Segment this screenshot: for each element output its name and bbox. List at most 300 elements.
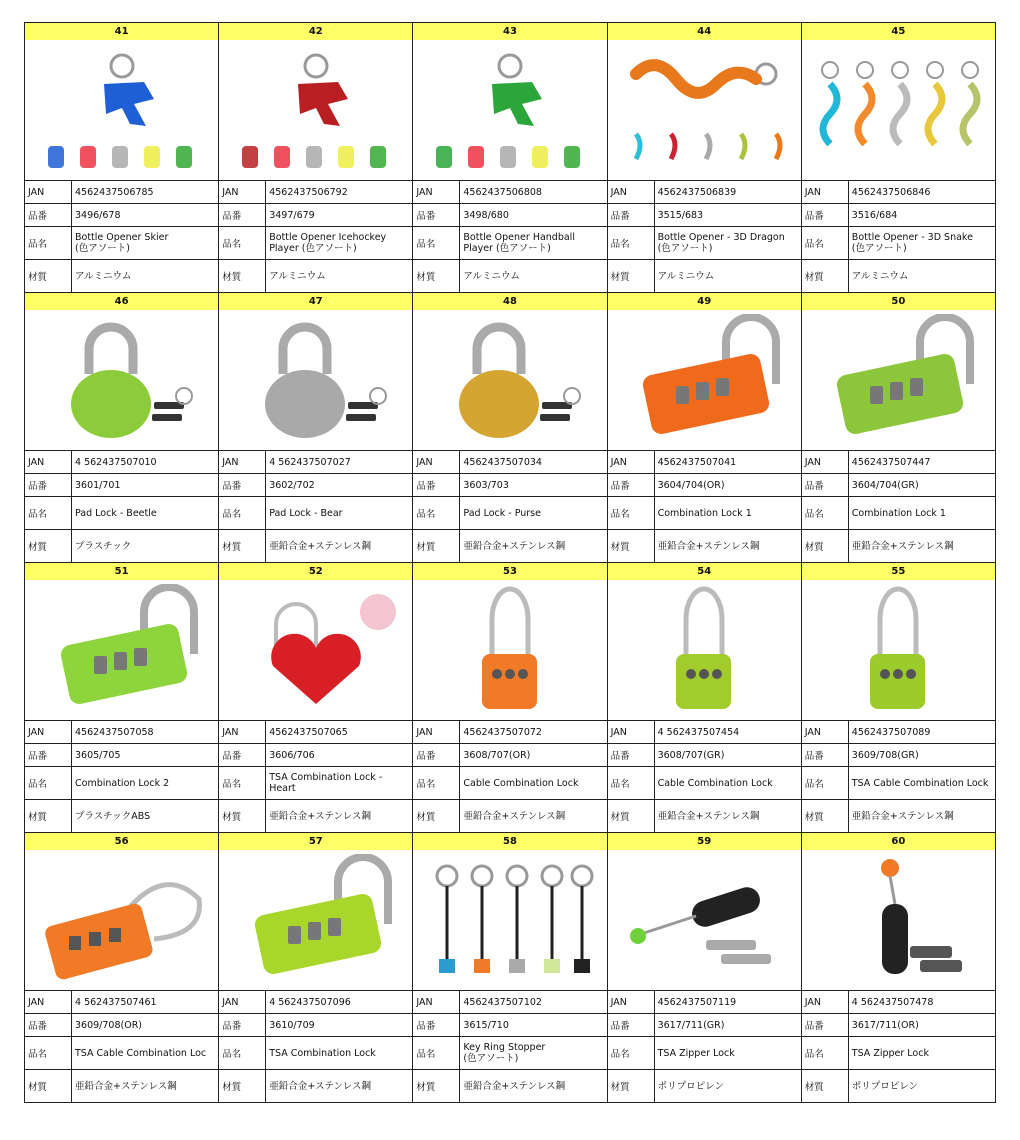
name-value: TSA Zipper Lock: [851, 1047, 929, 1059]
name-value: Pad Lock - Purse: [463, 507, 541, 519]
jan-label: JAN: [413, 991, 460, 1013]
name-row: [608, 226, 801, 259]
code-label: 品番: [25, 474, 72, 496]
name-label: 品名: [413, 767, 460, 799]
code-value: 3604/704(GR): [851, 479, 919, 491]
jan-label: JAN: [608, 721, 655, 743]
skier-bottle-opener-icon: [34, 44, 210, 176]
material-row: [25, 799, 218, 832]
jan-value: 4 562437507454: [657, 726, 740, 738]
combination-lock-orange-icon: [616, 314, 792, 446]
material-value: 亜鉛合金+ステンレス鋼: [269, 540, 371, 552]
code-row: [802, 203, 995, 226]
product-number: 51: [25, 563, 218, 580]
product-number: 48: [413, 293, 606, 310]
product-image: [219, 310, 412, 450]
code-label: 品番: [25, 1014, 72, 1036]
code-row: [413, 743, 606, 766]
code-value: 3498/680: [463, 209, 509, 221]
jan-label: JAN: [608, 991, 655, 1013]
product-image: [219, 850, 412, 990]
material-value: アルミニウム: [851, 270, 909, 282]
material-label: 材質: [802, 1070, 849, 1102]
jan-value: 4562437507072: [463, 726, 542, 738]
name-value: Pad Lock - Beetle: [75, 507, 157, 519]
material-label: 材質: [413, 800, 460, 832]
material-value: 亜鉛合金+ステンレス鋼: [463, 810, 566, 822]
code-label: 品番: [219, 744, 266, 766]
product-number: 55: [802, 563, 995, 580]
code-value: 3608/707(OR): [463, 749, 531, 761]
code-label: 品番: [25, 204, 72, 226]
jan-label: JAN: [802, 451, 849, 473]
jan-row: [802, 990, 995, 1013]
code-value: 3617/711(OR): [851, 1019, 919, 1031]
material-row: [219, 259, 412, 292]
product-image: [413, 40, 606, 180]
material-label: 材質: [413, 530, 460, 562]
code-row: [802, 743, 995, 766]
tsa-cable-lock-green-icon: [810, 584, 986, 716]
name-label: 品名: [413, 227, 460, 259]
material-value: 亜鉛合金+ステンレス鋼: [463, 1080, 566, 1092]
product-image: [25, 310, 218, 450]
jan-label: JAN: [219, 181, 266, 203]
product-number: 56: [25, 833, 218, 850]
jan-row: [25, 720, 218, 743]
product-image: [25, 850, 218, 990]
jan-value: 4562437506846: [851, 186, 931, 198]
cable-lock-green-icon: [616, 584, 792, 716]
product-number: 50: [802, 293, 995, 310]
product-number: 57: [219, 833, 412, 850]
name-value: TSA Cable Combination Loc: [75, 1047, 207, 1059]
product-image: [25, 40, 218, 180]
jan-value: 4 562437507010: [75, 456, 157, 468]
product-card: [608, 23, 802, 293]
product-image: [802, 40, 995, 180]
jan-label: JAN: [413, 451, 460, 473]
name-row: [802, 226, 995, 259]
jan-row: [25, 450, 218, 473]
code-row: [25, 743, 218, 766]
product-number: 46: [25, 293, 218, 310]
code-value: 3606/706: [269, 749, 315, 761]
material-row: [219, 529, 412, 562]
name-label: 品名: [608, 227, 655, 259]
code-row: [413, 203, 606, 226]
material-value: 亜鉛合金+ステンレス鋼: [269, 810, 371, 822]
material-row: [219, 1069, 412, 1102]
product-card: [413, 833, 607, 1103]
product-image: [413, 580, 606, 720]
code-value: 3610/709: [269, 1019, 315, 1031]
code-label: 品番: [413, 1014, 460, 1036]
code-label: 品番: [608, 744, 655, 766]
name-label: 品名: [608, 767, 655, 799]
jan-label: JAN: [413, 721, 460, 743]
product-number: 45: [802, 23, 995, 40]
heart-tsa-lock-icon: [228, 584, 404, 716]
material-value: アルミニウム: [657, 270, 715, 282]
name-value: TSA Cable Combination Lock: [851, 777, 989, 789]
code-value: 3605/705: [75, 749, 121, 761]
product-card: [802, 23, 996, 293]
code-value: 3515/683: [657, 209, 704, 221]
product-sheet: [24, 22, 996, 1103]
material-label: 材質: [25, 1070, 72, 1102]
jan-row: [413, 990, 606, 1013]
name-row: [219, 1036, 412, 1069]
material-label: 材質: [608, 260, 655, 292]
material-label: 材質: [219, 800, 266, 832]
jan-value: 4562437507447: [851, 456, 931, 468]
product-row-block: [24, 22, 996, 293]
material-value: ポリプロピレン: [657, 1080, 724, 1092]
code-value: 3602/702: [269, 479, 315, 491]
name-label: 品名: [608, 1037, 655, 1069]
product-card: [25, 293, 219, 563]
code-value: 3603/703: [463, 479, 509, 491]
material-value: 亜鉛合金+ステンレス鋼: [657, 540, 760, 552]
jan-value: 4562437507119: [657, 996, 737, 1008]
jan-value: 4562437506785: [75, 186, 154, 198]
material-value: 亜鉛合金+ステンレス鋼: [269, 1080, 371, 1092]
name-label: 品名: [25, 767, 72, 799]
jan-row: [25, 990, 218, 1013]
material-row: [219, 799, 412, 832]
code-label: 品番: [802, 204, 849, 226]
name-label: 品名: [219, 767, 266, 799]
jan-value: 4562437507058: [75, 726, 154, 738]
material-label: 材質: [802, 800, 849, 832]
material-value: プラスチックABS: [75, 810, 151, 822]
name-row: [413, 226, 606, 259]
jan-label: JAN: [802, 721, 849, 743]
name-row: [802, 496, 995, 529]
name-row: [25, 1036, 218, 1069]
code-label: 品番: [413, 204, 460, 226]
product-image: [608, 310, 801, 450]
material-value: アルミニウム: [463, 270, 520, 282]
code-label: 品番: [608, 474, 655, 496]
name-label: 品名: [413, 1037, 460, 1069]
code-row: [413, 473, 606, 496]
code-value: 3609/708(GR): [851, 749, 919, 761]
name-row: [608, 1036, 801, 1069]
code-row: [608, 473, 801, 496]
name-label: 品名: [802, 497, 849, 529]
name-value: Cable Combination Lock: [657, 777, 773, 789]
jan-value: 4 562437507461: [75, 996, 157, 1008]
combination-lock-green-icon: [810, 314, 986, 446]
name-value: TSA Zipper Lock: [657, 1047, 735, 1059]
material-label: 材質: [25, 800, 72, 832]
product-number: 41: [25, 23, 218, 40]
product-image: [802, 850, 995, 990]
product-image: [413, 850, 606, 990]
product-image: [413, 310, 606, 450]
name-row: [219, 496, 412, 529]
material-value: アルミニウム: [269, 270, 326, 282]
material-label: 材質: [25, 530, 72, 562]
jan-label: JAN: [25, 991, 72, 1013]
jan-value: 4562437506839: [657, 186, 737, 198]
material-row: [802, 799, 995, 832]
name-row: [608, 496, 801, 529]
product-image: [608, 580, 801, 720]
product-number: 58: [413, 833, 606, 850]
product-card: [413, 293, 607, 563]
product-number: 52: [219, 563, 412, 580]
material-value: 亜鉛合金+ステンレス鋼: [851, 540, 954, 552]
name-value: Combination Lock 1: [851, 507, 946, 519]
code-row: [25, 1013, 218, 1036]
product-card: [219, 23, 413, 293]
product-card: [25, 23, 219, 293]
name-label: 品名: [413, 497, 460, 529]
code-label: 品番: [413, 474, 460, 496]
product-card: [219, 293, 413, 563]
name-label: 品名: [25, 497, 72, 529]
material-label: 材質: [802, 530, 849, 562]
code-row: [219, 473, 412, 496]
product-row-block: [24, 833, 996, 1103]
name-label: 品名: [802, 1037, 849, 1069]
jan-row: [608, 720, 801, 743]
material-label: 材質: [25, 260, 72, 292]
product-row-block: [24, 563, 996, 833]
jan-value: 4562437507041: [657, 456, 737, 468]
code-row: [25, 203, 218, 226]
name-value: Pad Lock - Bear: [269, 507, 343, 519]
bear-padlock-icon: [228, 314, 404, 446]
material-label: 材質: [413, 260, 460, 292]
jan-label: JAN: [802, 181, 849, 203]
product-image: [608, 40, 801, 180]
material-label: 材質: [608, 530, 655, 562]
code-value: 3609/708(OR): [75, 1019, 143, 1031]
material-row: [25, 259, 218, 292]
material-row: [413, 529, 606, 562]
material-label: 材質: [413, 1070, 460, 1102]
tsa-zipper-lock-green-icon: [616, 854, 792, 986]
code-row: [608, 1013, 801, 1036]
material-label: 材質: [219, 530, 266, 562]
jan-row: [608, 180, 801, 203]
code-label: 品番: [219, 1014, 266, 1036]
name-value: Key Ring Stopper (色アソート): [463, 1042, 546, 1064]
product-card: [608, 563, 802, 833]
material-value: 亜鉛合金+ステンレス鋼: [463, 540, 566, 552]
jan-value: 4562437507065: [269, 726, 348, 738]
snake-bottle-opener-icon: [810, 44, 986, 176]
code-value: 3516/684: [851, 209, 898, 221]
code-row: [608, 743, 801, 766]
purse-padlock-icon: [422, 314, 598, 446]
material-label: 材質: [219, 1070, 266, 1102]
name-row: [802, 1036, 995, 1069]
name-label: 品名: [219, 497, 266, 529]
name-value: Combination Lock 1: [657, 507, 752, 519]
name-value: Bottle Opener Handball Player (色アソート): [463, 232, 575, 254]
jan-row: [413, 450, 606, 473]
product-card: [608, 833, 802, 1103]
name-value: TSA Combination Lock: [269, 1047, 376, 1059]
code-row: [219, 1013, 412, 1036]
jan-label: JAN: [25, 721, 72, 743]
product-card: [802, 293, 996, 563]
code-label: 品番: [608, 204, 655, 226]
name-row: [25, 226, 218, 259]
key-ring-stopper-icon: [422, 854, 598, 986]
code-row: [219, 743, 412, 766]
jan-row: [413, 720, 606, 743]
product-image: [802, 310, 995, 450]
jan-row: [608, 450, 801, 473]
name-value: Bottle Opener - 3D Snake (色アソート): [851, 232, 973, 254]
tsa-combination-lock-icon: [228, 854, 404, 986]
name-label: 品名: [219, 1037, 266, 1069]
name-row: [413, 766, 606, 799]
product-image: [802, 580, 995, 720]
product-image: [219, 40, 412, 180]
jan-value: 4 562437507478: [851, 996, 934, 1008]
product-image: [25, 580, 218, 720]
jan-label: JAN: [219, 991, 266, 1013]
code-label: 品番: [219, 474, 266, 496]
product-image: [219, 580, 412, 720]
product-card: [219, 833, 413, 1103]
jan-row: [219, 180, 412, 203]
jan-row: [25, 180, 218, 203]
name-label: 品名: [608, 497, 655, 529]
jan-row: [802, 720, 995, 743]
jan-row: [219, 990, 412, 1013]
jan-row: [608, 990, 801, 1013]
handball-bottle-opener-icon: [422, 44, 598, 176]
name-value: Bottle Opener - 3D Dragon (色アソート): [657, 232, 785, 254]
jan-value: 4562437507089: [851, 726, 931, 738]
jan-value: 4562437507102: [463, 996, 542, 1008]
code-label: 品番: [802, 1014, 849, 1036]
material-label: 材質: [802, 260, 849, 292]
jan-value: 4562437506808: [463, 186, 542, 198]
code-label: 品番: [802, 744, 849, 766]
product-number: 49: [608, 293, 801, 310]
material-row: [608, 529, 801, 562]
name-label: 品名: [219, 227, 266, 259]
jan-row: [802, 180, 995, 203]
product-card: [608, 293, 802, 563]
name-value: Cable Combination Lock: [463, 777, 579, 789]
jan-label: JAN: [219, 451, 266, 473]
icehockey-bottle-opener-icon: [228, 44, 404, 176]
dragon-bottle-opener-icon: [616, 44, 792, 176]
name-row: [219, 226, 412, 259]
jan-label: JAN: [608, 181, 655, 203]
jan-label: JAN: [219, 721, 266, 743]
product-card: [25, 833, 219, 1103]
material-value: 亜鉛合金+ステンレス鋼: [657, 810, 760, 822]
product-number: 53: [413, 563, 606, 580]
code-value: 3601/701: [75, 479, 121, 491]
name-row: [25, 766, 218, 799]
jan-value: 4562437507034: [463, 456, 542, 468]
product-number: 59: [608, 833, 801, 850]
cable-lock-orange-icon: [422, 584, 598, 716]
code-row: [219, 203, 412, 226]
code-value: 3617/711(GR): [657, 1019, 725, 1031]
product-card: [413, 23, 607, 293]
product-number: 43: [413, 23, 606, 40]
product-number: 44: [608, 23, 801, 40]
code-label: 品番: [413, 744, 460, 766]
code-row: [608, 203, 801, 226]
material-row: [413, 259, 606, 292]
code-value: 3604/704(OR): [657, 479, 725, 491]
material-row: [608, 799, 801, 832]
product-card: [25, 563, 219, 833]
product-card: [413, 563, 607, 833]
material-label: 材質: [219, 260, 266, 292]
name-label: 品名: [25, 227, 72, 259]
name-value: Combination Lock 2: [75, 777, 170, 789]
material-row: [802, 1069, 995, 1102]
name-row: [219, 766, 412, 799]
name-label: 品名: [802, 227, 849, 259]
material-value: 亜鉛合金+ステンレス鋼: [851, 810, 954, 822]
name-row: [608, 766, 801, 799]
material-row: [608, 259, 801, 292]
material-value: プラスチック: [75, 540, 132, 552]
product-card: [219, 563, 413, 833]
jan-value: 4 562437507096: [269, 996, 351, 1008]
product-number: 47: [219, 293, 412, 310]
code-row: [413, 1013, 606, 1036]
product-number: 60: [802, 833, 995, 850]
jan-label: JAN: [25, 181, 72, 203]
jan-label: JAN: [25, 451, 72, 473]
jan-label: JAN: [413, 181, 460, 203]
tsa-cable-lock-orange-icon: [34, 854, 210, 986]
material-row: [802, 259, 995, 292]
name-row: [802, 766, 995, 799]
material-row: [413, 1069, 606, 1102]
name-value: TSA Combination Lock - Heart: [269, 772, 383, 794]
name-row: [413, 496, 606, 529]
name-row: [25, 496, 218, 529]
material-label: 材質: [608, 800, 655, 832]
jan-row: [413, 180, 606, 203]
code-label: 品番: [802, 474, 849, 496]
material-row: [25, 1069, 218, 1102]
combination-lock-2-icon: [34, 584, 210, 716]
code-row: [802, 473, 995, 496]
jan-row: [219, 450, 412, 473]
material-row: [608, 1069, 801, 1102]
code-label: 品番: [25, 744, 72, 766]
code-value: 3497/679: [269, 209, 315, 221]
product-number: 54: [608, 563, 801, 580]
name-row: [413, 1036, 606, 1069]
product-card: [802, 833, 996, 1103]
material-row: [25, 529, 218, 562]
name-value: Bottle Opener Skier (色アソート): [75, 232, 169, 254]
product-image: [608, 850, 801, 990]
jan-row: [219, 720, 412, 743]
code-value: 3496/678: [75, 209, 121, 221]
